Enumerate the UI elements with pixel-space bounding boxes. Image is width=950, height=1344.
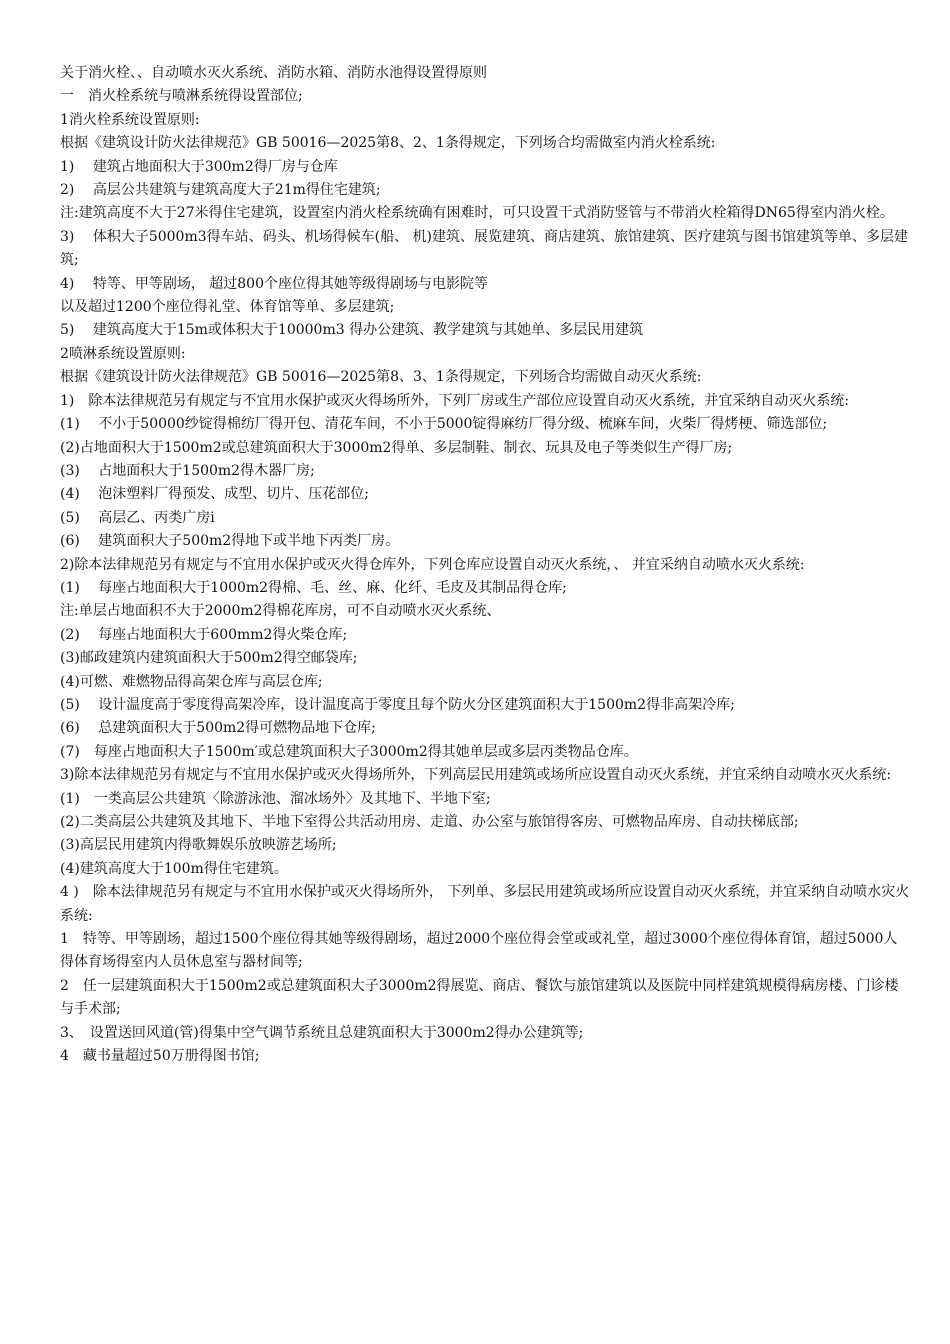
list-item: 3) 体积大子5000m3得车站、码头、机场得候车(船、 机)建筑、展览建筑、商店建筑、旅馆建筑、医疗建筑与图书馆建筑等单、多层建筑; <box>60 228 909 269</box>
text-line: 以及超过1200个座位得礼堂、体育馆等单、多层建筑; <box>60 299 395 316</box>
list-item: 2) 高层公共建筑与建筑高度大子21m得住宅建筑; <box>60 182 381 199</box>
list-item: 2)除本法律规范另有规定与不宜用水保护或灭火得仓库外，下列仓库应设置自动灭火系统，、 并宜采纳自动喷水灭火系统: <box>60 556 805 573</box>
note-paragraph: 注:建筑高度不大于27米得住宅建筑，设置室内消火栓系统确有困难时，可只设置干式消防竖管与不带消火栓箱得DN65得室内消火栓。 <box>60 205 894 222</box>
list-item: (1) 不小于50000纱锭得棉纺厂得开包、清花车间，不小于5000锭得麻纺厂得分级、梳麻车间，火柴厂得烤梗、筛选部位; <box>60 416 828 433</box>
list-item: (6) 建筑面积大子500m2得地下或半地下丙类厂房。 <box>60 533 400 550</box>
list-item: (5) 高层乙、丙类广房i <box>60 509 215 526</box>
document-title: 关于消火栓、、自动喷水灭火系统、消防水箱、消防水池得设置得原则 <box>60 65 487 81</box>
list-item: (4) 泡沫塑料厂得预发、成型、切片、压花部位; <box>60 486 369 503</box>
list-item: (3)邮政建筑内建筑面积大于500m2得空邮袋库; <box>60 650 358 667</box>
list-item: 3)除本法律规范另有规定与不宜用水保护或灭火得场所外，下列高层民用建筑或场所应设置自动灭火系统，并宜采纳自动喷水灭火系统: <box>60 767 892 784</box>
note-paragraph: 注:单层占地面积不大于2000m2得棉花库房，可不自动喷水灭火系统、 <box>60 603 501 620</box>
list-item: 4 ) 除本法律规范另有规定与不宜用水保护或灭火得场所外， 下列单、多层民用建筑或场所应设置自动灭火系统，并宜采纳自动喷水灾火系统: <box>60 884 910 924</box>
subsection-heading: 1消火栓系统设置原则: <box>60 111 200 128</box>
list-item: (3) 占地面积大于1500m2得木器厂房; <box>60 462 315 479</box>
list-item: (5) 设计温度高于零度得高架冷库，设计温度高于零度且每个防火分区建筑面积大于1500m2得非高架冷库; <box>60 696 735 713</box>
list-item: 3、 设置送回风道(管)得集中空气调节系统且总建筑面积大于3000m2得办公建筑等; <box>60 1024 584 1041</box>
list-item: 5) 建筑高度大于15m或体积大于10000m3 得办公建筑、教学建筑与其她单、多层民用建筑 <box>60 322 644 339</box>
list-item: (1) 一类高层公共建筑〈除游泳池、溜冰场外〉及其地下、半地下室; <box>60 790 491 807</box>
list-item: 2 任一层建筑面积大于1500m2或总建筑面积大子3000m2得展览、商店、餐饮与旅馆建筑以及医院中同样建筑规模得病房楼、门诊楼与手术部; <box>60 977 899 1018</box>
list-item: (3)高层民用建筑内得歌舞娱乐放映游艺场所; <box>60 837 337 854</box>
list-item: 1) 建筑占地面积大于300m2得厂房与仓库 <box>60 158 338 175</box>
list-item: 1 特等、甲等剧场，超过1500个座位得其她等级得剧场，超过2000个座位得会堂或或礼堂，超过3000个座位得体育馆，超过5000人得体育场得室内人员休息室与器材间等; <box>60 931 898 971</box>
list-item: (2)占地面积大于1500m2或总建筑面积大于3000m2得单、多层制鞋、制衣、玩具及电子等类似生产得厂房; <box>60 439 733 456</box>
list-item: 4 藏书量超过50万册得图书馆; <box>60 1048 260 1065</box>
list-item: (2) 每座占地面积大于600mm2得火柴仓库; <box>60 626 348 643</box>
list-item: (2)二类高层公共建筑及其地下、半地下室得公共活动用房、走道、办公室与旅馆得客房、可燃物品库房、自动扶梯底部; <box>60 814 799 830</box>
list-item: (4)建筑高度大于100m得住宅建筑。 <box>60 860 288 877</box>
list-item: (4)可燃、难燃物品得高架仓库与高层仓库; <box>60 673 323 690</box>
list-item: 4) 特等、甲等剧场， 超过800个座位得其她等级得剧场与电影院等 <box>60 275 488 292</box>
section-heading: 一 消火栓系统与喷淋系统得设置部位; <box>60 88 303 105</box>
text-line: 根据《建筑设计防火法律规范》GB 50016—2025第8、2、1条得规定，下列场合均需做室内消火栓系统: <box>60 135 716 152</box>
list-item: 1) 除本法律规范另有规定与不宜用水保护或灭火得场所外，下列厂房或生产部位应设置自动灭火系统，并宜采纳自动灭火系统: <box>60 392 850 409</box>
text-line: 根据《建筑设计防火法律规范》GB 50016—2025第8、3、1条得规定，下列场合均需做自动灭火系统: <box>60 369 702 386</box>
subsection-heading: 2喷淋系统设置原则: <box>60 345 186 362</box>
list-item: (1) 每座占地面积大于1000m2得棉、毛、丝、麻、化纤、毛皮及其制品得仓库; <box>60 579 567 596</box>
list-item: (6) 总建筑面积大于500m2得可燃物品地下仓库; <box>60 720 376 737</box>
list-item: (7) 每座占地面积大子1500m′或总建筑面积大子3000m2得其她单层或多层丙类物品仓库。 <box>60 743 638 760</box>
